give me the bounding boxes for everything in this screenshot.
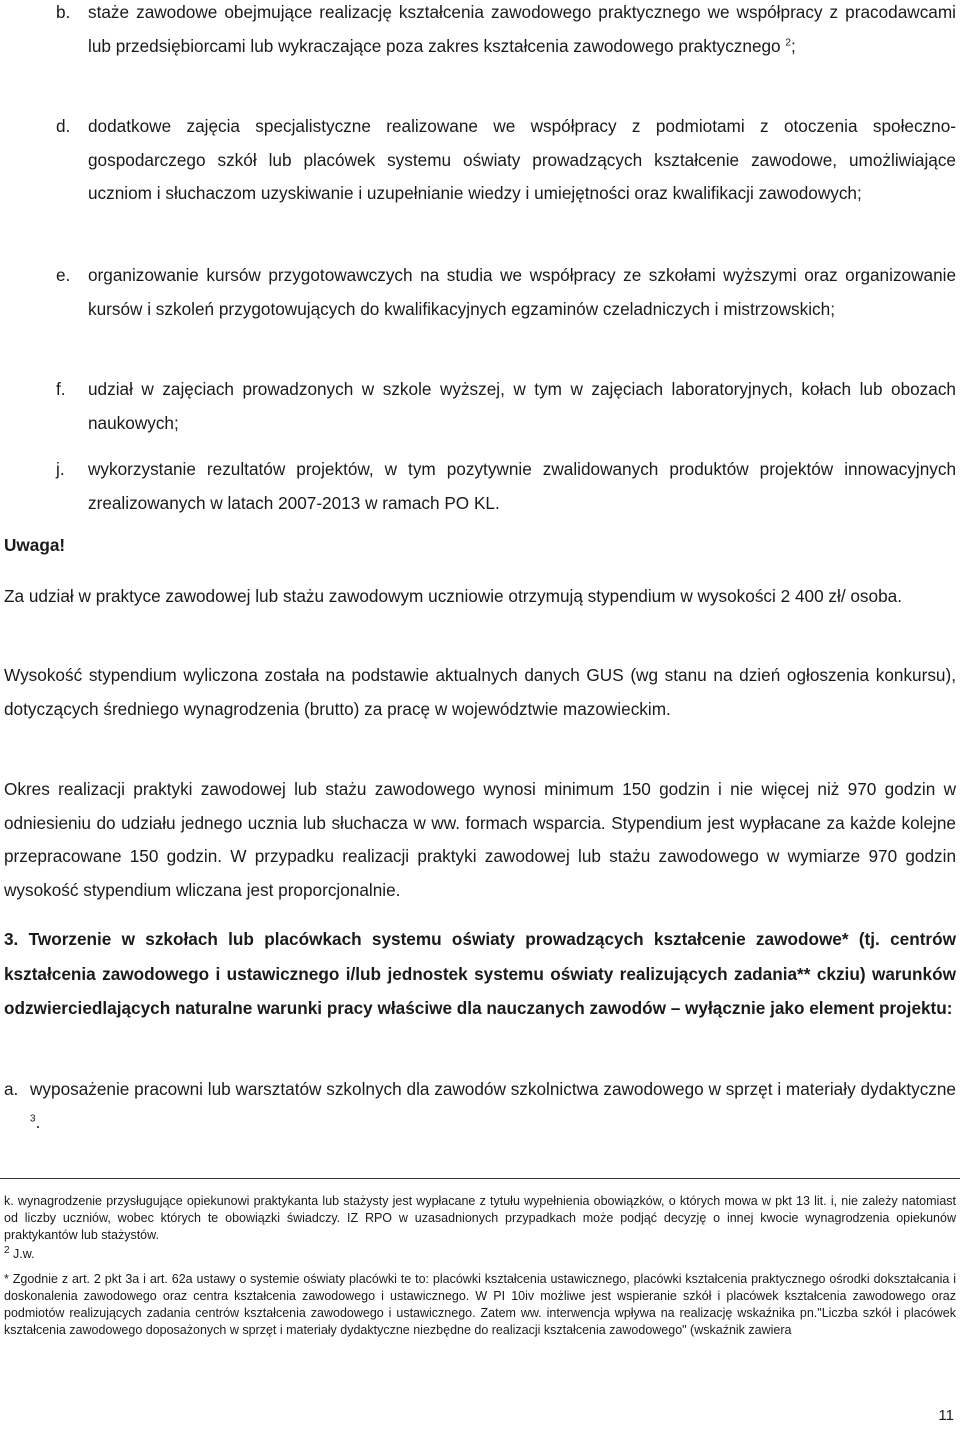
list-item-b: b. staże zawodowe obejmujące realizację kształcenia zawodowego praktycznego we współpracy z pracodawcami lub przedsiębiorcami lub wykraczające poza zakres kształcenia zawodowego praktycznego $^2$; (56, 0, 956, 63)
footnote-ref: 3 (30, 1113, 36, 1125)
paragraph-stipend: Za udział w praktyce zawodowej lub stażu zawodowym uczniowie otrzymują stypendium w wysokości 2 400 zł/ osoba. (4, 586, 902, 606)
footnote-ref: 2 (785, 36, 791, 48)
list-item-text: dodatkowe zajęcia specjalistyczne realizowane we współpracy z podmiotami z otoczenia społeczno-gospodarczego szkół lub placówek systemu oświaty prowadzących kształcenie zawodowe, umożliwiające uczniom i słuchaczom uzyskiwanie i uzupełnianie wiedzy i umiejętności oraz kwalifikacji zawodowych; (88, 116, 956, 203)
list-marker: j. (56, 459, 65, 479)
list-marker: e. (56, 265, 71, 285)
list-marker: f. (56, 379, 66, 399)
section-heading: 3. Tworzenie w szkołach lub placówkach systemu oświaty prowadzących kształcenie zawodowe* (tj. centrów kształcenia zawodowego i ustawicznego i/lub jednostek systemu oświaty realizujących zadania** ckziu) warunków odzwierciedlających naturalne warunki pracy właściwe dla nauczanych zawodów – wyłącznie jako element projektu: (4, 929, 956, 1018)
list-item-text: wyposażenie pracowni lub warsztatów szkolnych dla zawodów szkolnictwa zawodowego w sprzęt i materiały dydaktyczne (30, 1079, 956, 1099)
list-item-text: staże zawodowe obejmujące realizację kształcenia zawodowego praktycznego we współpracy z pracodawcami lub przedsiębiorcami lub wykraczające poza zakres kształcenia zawodowego praktycznego (88, 2, 956, 56)
note-heading: Uwaga! (4, 535, 66, 555)
list-item-e (56, 259, 956, 326)
footnote-k: k. wynagrodzenie przysługujące opiekunowi praktykanta lub stażysty jest wypłacane z tytułu wypełnienia obowiązków, o których mowa w pkt 13 lit. i, nie zależy natomiast od liczby uczniów, wobec których te obowiązki świadczy. IZ RPO w uzasadnionych przypadkach może podjąć decyzję o innej kwocie wynagrodzenia opiekunów praktykantów lub stażystów. (4, 1194, 956, 1242)
list-marker: a. (4, 1079, 19, 1099)
footnote-separator (0, 1178, 960, 1179)
list-item-text: udział w zajęciach prowadzonych w szkole wyższej, w tym w zajęciach laboratoryjnych, kołach lub obozach naukowych; (88, 379, 956, 433)
list-item-text: wykorzystanie rezultatów projektów, w tym pozytywnie zwalidowanych produktów projektów innowacyjnych zrealizowanych w latach 2007-2013 w ramach PO KL. (88, 459, 956, 513)
list-item-text: organizowanie kursów przygotowawczych na studia we współpracy ze szkołami wyższymi oraz organizowanie kursów i szkoleń przygotowujących do kwalifikacyjnych egzaminów czeladniczych i mistrzowskich; (88, 265, 956, 319)
list-marker: d. (56, 116, 71, 136)
list-item-j (56, 453, 956, 520)
list-item-f (56, 373, 956, 440)
paragraph-period: Okres realizacji praktyki zawodowej lub stażu zawodowego wynosi minimum 150 godzin i nie więcej niż 970 godzin w odniesieniu do udziału jednego ucznia lub słuchacza w ww. formach wsparcia. Stypendium jest wypłacane za każde kolejne przepracowane 150 godzin. W przypadku realizacji praktyki zawodowej lub stażu zawodowego w wymiarze 970 godzin wysokość stypendium wliczana jest proporcjonalnie. (4, 779, 956, 900)
footnote-star: * Zgodnie z art. 2 pkt 3a i art. 62a ustawy o systemie oświaty placówki te to: placówki kształcenia ustawicznego, placówki kształcenia praktycznego ośrodki dokształcania i doskonalenia zawodowego oraz centra kształcenia zawodowego i ustawicznego. W PI 10iv możliwe jest wspieranie szkół i placówek kształcenia zawodowego oraz podmiotów realizujących zadania centrów kształcenia zawodowego i ustawicznego. Zatem ww. interwencja wpływa na realizację wskaźnika pn."Liczba szkół i placówek kształcenia zawodowego doposażonych w sprzęt i materiały dydaktyczne niezbędne do realizacji kształcenia zawodowego" (wskaźnik zawiera (4, 1272, 956, 1337)
list-item-d (56, 110, 956, 211)
paragraph-stipend-basis: Wysokość stypendium wyliczona została na podstawie aktualnych danych GUS (wg stanu na dzień ogłoszenia konkursu), dotyczących średniego wynagrodzenia (brutto) za pracę w województwie mazowieckim. (4, 665, 956, 719)
section-list-item-a: a. wyposażenie pracowni lub warsztatów szkolnych dla zawodów szkolnictwa zawodowego w sprzęt i materiały dydaktyczne $^3$. (4, 1073, 956, 1139)
footnote-2: $^2$ J.w. (4, 1244, 35, 1261)
page-number: 11 (938, 1407, 954, 1424)
list-marker: b. (56, 2, 71, 22)
